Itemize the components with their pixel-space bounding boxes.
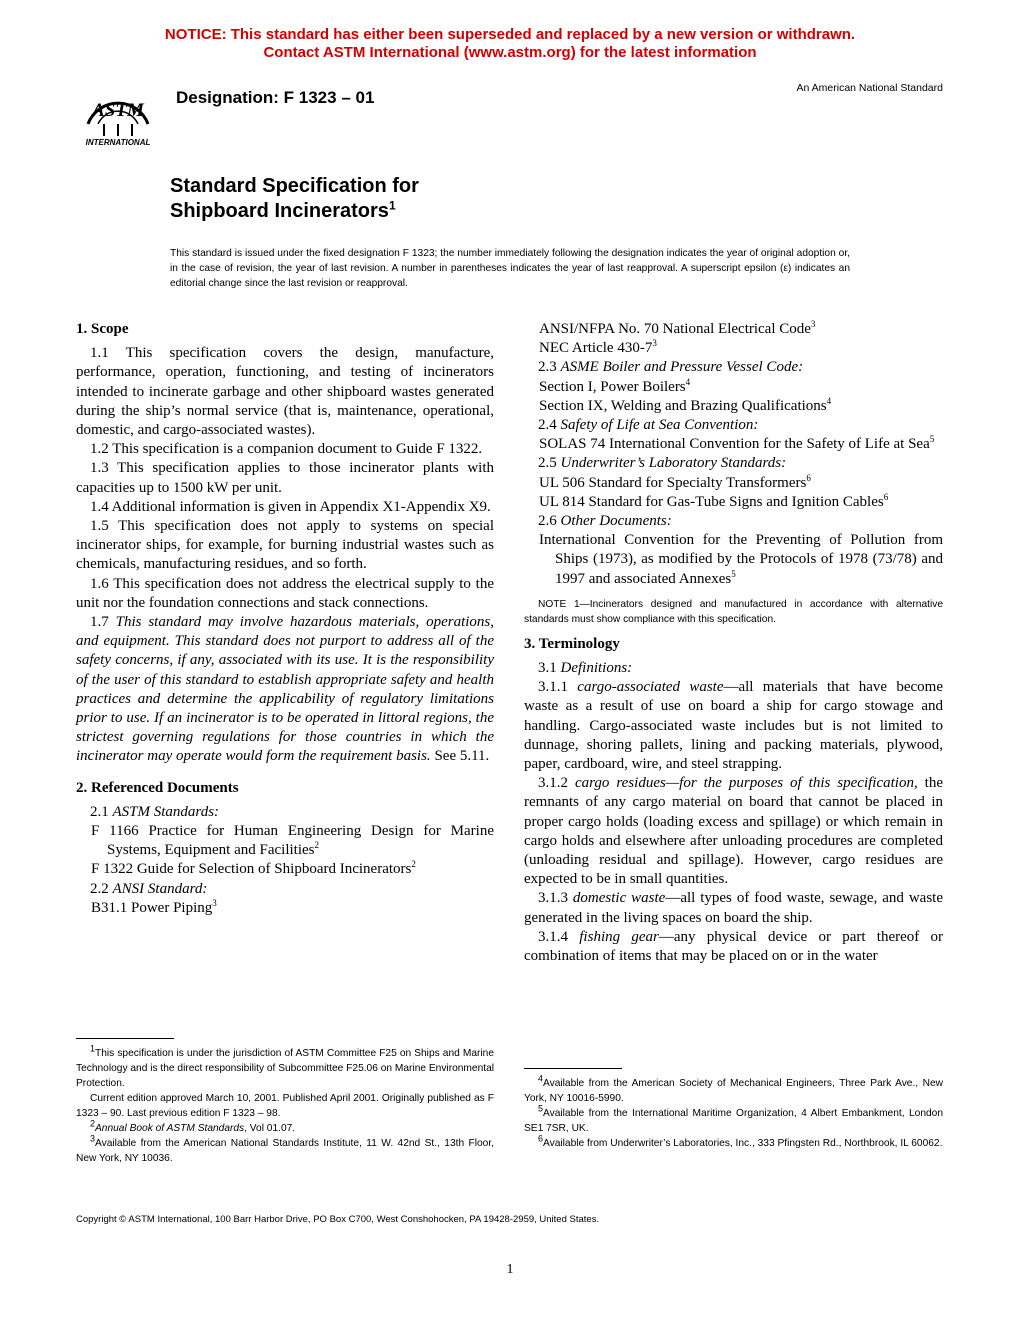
ref-nec-text: NEC Article 430-7 bbox=[539, 340, 653, 357]
refdocs-2-4-label: Safety of Life at Sea Convention: bbox=[560, 417, 759, 434]
scope-1-5: 1.5 This specification does not apply to systems on special incinerator ships, for example, for burning industrial wastes such as chemicals, manufacturing residues, and so forth. bbox=[76, 518, 494, 573]
term-3-1-num: 3.1 bbox=[538, 660, 561, 677]
ref-nfpa-text: ANSI/NFPA No. 70 National Electrical Code bbox=[539, 321, 811, 337]
footnote-1-sup: 1 bbox=[90, 1043, 96, 1054]
ref-f1322-text: F 1322 Guide for Selection of Shipboard Incinerators bbox=[91, 861, 412, 878]
term-3-1-2-text: the remnants of any cargo material on board that cannot be placed in proper cargo holds (loading excess and spillage) or which remain in cargo holds and elsewhere after unloading procedures are completed (unloading residual and spillage). However, cargo residues are expected to be in small quantities. bbox=[524, 775, 944, 888]
scope-heading: 1. Scope bbox=[76, 321, 129, 337]
ref-marpol bbox=[524, 531, 943, 589]
term-3-1-label: Definitions: bbox=[560, 660, 633, 677]
term-3-1-3-term: domestic waste bbox=[572, 890, 666, 907]
designation: Designation: F 1323 – 01 bbox=[176, 88, 375, 107]
term-3-1-4 bbox=[524, 928, 943, 966]
title-footnote-ref: 1 bbox=[388, 198, 396, 213]
footnotes-left bbox=[76, 1043, 494, 1166]
term-3-1-1-num: 3.1.1 bbox=[538, 679, 578, 696]
ref-ul814-text: UL 814 Standard for Gas-Tube Signs and Ignition Cables bbox=[539, 493, 884, 510]
scope-1-7 bbox=[76, 613, 494, 767]
note-1: NOTE 1—Incinerators designed and manufactured in accordance with alternative standards must show compliance with this specification. bbox=[524, 598, 943, 625]
ref-b311-text: B31.1 Power Piping bbox=[91, 899, 213, 916]
right-column bbox=[524, 320, 943, 966]
term-3-1-2-term: cargo residues—for the purposes of this specification, bbox=[574, 775, 918, 792]
ref-nfpa bbox=[524, 320, 943, 339]
left-column bbox=[76, 320, 494, 918]
footnote-5 bbox=[524, 1103, 943, 1136]
refdocs-2-5-label: Underwriter’s Laboratory Standards: bbox=[560, 455, 787, 472]
term-3-1-1-text: —all materials that have become waste as a result of use on board a ship for cargo stowage and handling. Cargo-associated waste includes but is not limited to dunnage, shoring pallets, lining and packing materials, plywood, paper, cardboard, wire, and steel strapping. bbox=[524, 679, 943, 773]
document-title bbox=[170, 174, 419, 224]
footnote-4 bbox=[524, 1073, 943, 1106]
refdocs-2-2-num: 2.2 bbox=[90, 880, 113, 897]
ref-sec1-text: Section I, Power Boilers bbox=[539, 378, 686, 395]
ref-nec-sup: 3 bbox=[652, 338, 657, 349]
footnote-2-sup: 2 bbox=[90, 1118, 96, 1129]
ref-sec9 bbox=[524, 397, 943, 416]
ref-solas-sup: 5 bbox=[929, 434, 935, 445]
notice-line-2: Contact ASTM International (www.astm.org) for the latest information bbox=[263, 44, 757, 61]
refdocs-2-5-num: 2.5 bbox=[538, 455, 561, 472]
ref-f1322-sup: 2 bbox=[411, 859, 416, 870]
footnote-3 bbox=[76, 1133, 494, 1166]
term-3-1-4-term: fishing gear bbox=[579, 928, 659, 945]
ref-solas-text: SOLAS 74 International Convention for the Safety of Life at Sea bbox=[539, 436, 930, 453]
scope-1-7-num: 1.7 bbox=[90, 614, 116, 631]
refdocs-2-2 bbox=[76, 880, 494, 899]
ref-f1166 bbox=[76, 822, 494, 860]
notice-line-1: NOTICE: This standard has either been superseded and replaced by a new version or withdrawn. bbox=[164, 26, 856, 43]
withdrawal-notice bbox=[0, 26, 1020, 62]
term-3-1-3-text: —all types of food waste, sewage, and waste generated in the living spaces on board the ship. bbox=[524, 890, 943, 926]
ref-marpol-sup: 5 bbox=[731, 568, 736, 579]
scope-1-4: 1.4 Additional information is given in Appendix X1-Appendix X9. bbox=[90, 498, 491, 515]
refdocs-2-4 bbox=[524, 416, 943, 435]
ref-ul506-text: UL 506 Standard for Specialty Transformers bbox=[539, 474, 807, 491]
title-line-2 bbox=[170, 199, 419, 224]
ref-f1166-text: F 1166 Practice for Human Engineering Design for Marine Systems, Equipment and Facilities bbox=[91, 823, 494, 859]
footnote-3-text: Available from the American National Standards Institute, 11 W. 42nd St., 13th Floor, New York, NY 10036. bbox=[76, 1138, 494, 1164]
refdocs-2-1-label: ASTM Standards: bbox=[112, 803, 220, 820]
copyright: Copyright © ASTM International, 100 Barr Harbor Drive, PO Box C700, West Conshohocken, PA 19428-2959, United States. bbox=[76, 1214, 600, 1225]
ref-ul506 bbox=[524, 474, 943, 493]
footnote-1-text: This specification is under the jurisdiction of ASTM Committee F25 on Ships and Marine Technology and is the direct responsibility of Subcommittee F25.06 on Marine Environmental Protection. bbox=[76, 1048, 494, 1089]
ref-nec bbox=[524, 339, 943, 358]
footnote-4-sup: 4 bbox=[538, 1073, 544, 1084]
ref-b311-sup: 3 bbox=[212, 897, 217, 908]
footnote-6-sup: 6 bbox=[538, 1133, 544, 1144]
refdocs-2-3 bbox=[524, 358, 943, 377]
term-3-1-3 bbox=[524, 889, 943, 927]
american-national-standard: An American National Standard bbox=[796, 82, 943, 94]
ref-b311 bbox=[76, 899, 494, 918]
ref-f1322 bbox=[76, 860, 494, 879]
footnote-6-text: Available from Underwriter’s Laboratories, Inc., 333 Pfingsten Rd., Northbrook, IL 60062. bbox=[543, 1138, 943, 1149]
term-3-1 bbox=[524, 659, 943, 678]
refdocs-2-1 bbox=[76, 803, 494, 822]
refdocs-2-1-num: 2.1 bbox=[90, 803, 113, 820]
footnote-4-text: Available from the American Society of Mechanical Engineers, Three Park Ave., New York, NY 10016-5990. bbox=[524, 1078, 943, 1104]
refdocs-2-3-label: ASME Boiler and Pressure Vessel Code: bbox=[560, 359, 804, 376]
footnote-5-text: Available from the International Maritime Organization, 4 Albert Embankment, London SE1 7SR, UK. bbox=[524, 1108, 943, 1134]
title-text: Shipboard Incinerators bbox=[170, 200, 389, 222]
footnotes-right bbox=[524, 1073, 943, 1151]
footnote-rule-left bbox=[76, 1038, 174, 1039]
ref-solas bbox=[524, 435, 943, 454]
term-3-1-2 bbox=[524, 774, 943, 889]
logo-text: ASTM bbox=[92, 100, 144, 121]
refdocs-2-6-label: Other Documents: bbox=[560, 513, 672, 530]
footnote-1 bbox=[76, 1043, 494, 1091]
term-3-1-4-num: 3.1.4 bbox=[538, 928, 580, 945]
ref-ul814 bbox=[524, 493, 943, 512]
footnote-2-tail: , Vol 01.07. bbox=[244, 1123, 296, 1134]
scope-1-1: 1.1 This specification covers the design, manufacture, performance, operation, functioning, and testing of incinerators intended to incinerate garbage and other shipboard wastes generated during the ship’s normal service (that is, maintenance, operational, domestic, and cargo-associated wastes). bbox=[76, 345, 494, 439]
term-3-1-4-text: —any physical device or part thereof or combination of items that may be placed on or in the water bbox=[524, 928, 944, 965]
refdocs-2-2-label: ANSI Standard: bbox=[112, 880, 208, 897]
scope-1-3: 1.3 This specification applies to those incinerator plants with capacities up to 1500 kW per unit. bbox=[76, 460, 494, 496]
footnote-5-sup: 5 bbox=[538, 1103, 544, 1114]
scope-1-7-italic: This standard may involve hazardous materials, operations, and equipment. This standard does not purport to address all of the safety concerns, if any, associated with its use. It is the responsibility of the user of this standard to establish appropriate safety and health practices and determine the applicability of regulatory limitations prior to use. If an incinerator is to be operated in littoral regions, the strictest governing regulations for those countries in which the incinerator may operate would form the requirement basis. bbox=[76, 614, 494, 765]
issued-note: This standard is issued under the fixed designation F 1323; the number immediately following the designation indicates the year of original adoption or, in the case of revision, the year of last revision. A number in parentheses indicates the year of last reapproval. A superscript epsilon (ε) indicates an editorial change since the last revision or reapproval. bbox=[170, 248, 850, 289]
ref-f1166-sup: 2 bbox=[314, 840, 319, 851]
refdocs-2-3-num: 2.3 bbox=[538, 359, 561, 376]
scope-1-7-tail: See 5.11. bbox=[430, 748, 490, 765]
refdocs-heading: 2. Referenced Documents bbox=[76, 779, 239, 796]
astm-logo bbox=[76, 72, 160, 148]
refdocs-2-6 bbox=[524, 512, 943, 531]
ref-marpol-text: International Convention for the Preventing of Pollution from Ships (1973), as modified by the Protocols of 1978 (73/78) and 1997 and associated Annexes bbox=[539, 532, 943, 587]
refdocs-2-6-num: 2.6 bbox=[538, 513, 561, 530]
footnote-6 bbox=[524, 1133, 943, 1151]
footnote-rule-right bbox=[524, 1068, 622, 1069]
term-3-1-2-num: 3.1.2 bbox=[538, 775, 575, 792]
footnote-2 bbox=[76, 1118, 494, 1136]
ref-sec1 bbox=[524, 378, 943, 397]
ref-sec9-sup: 4 bbox=[826, 395, 832, 406]
refdocs-2-4-num: 2.4 bbox=[538, 417, 561, 434]
term-3-1-1 bbox=[524, 678, 943, 774]
scope-1-6: 1.6 This specification does not address the electrical supply to the unit nor the foundation connections and stack connections. bbox=[76, 575, 494, 611]
footnote-1b: Current edition approved March 10, 2001. Published April 2001. Originally published as F 1323 – 90. Last previous edition F 1323 – 98. bbox=[76, 1093, 494, 1119]
title-line-1: Standard Specification for bbox=[170, 175, 419, 197]
ref-sec9-text: Section IX, Welding and Brazing Qualifications bbox=[539, 397, 827, 414]
ref-ul506-sup: 6 bbox=[806, 472, 811, 483]
ref-nfpa-sup: 3 bbox=[810, 319, 816, 329]
footnote-3-sup: 3 bbox=[90, 1133, 96, 1144]
page-number: 1 bbox=[506, 1262, 514, 1277]
terminology-heading: 3. Terminology bbox=[524, 635, 620, 652]
scope-1-2: 1.2 This specification is a companion document to Guide F 1322. bbox=[90, 441, 483, 458]
footnote-2-text: Annual Book of ASTM Standards bbox=[95, 1123, 245, 1134]
term-3-1-3-num: 3.1.3 bbox=[538, 890, 573, 907]
logo-subtext: INTERNATIONAL bbox=[85, 138, 151, 147]
term-3-1-1-term: cargo-associated waste bbox=[577, 679, 724, 696]
ref-ul814-sup: 6 bbox=[883, 491, 889, 502]
ref-sec1-sup: 4 bbox=[685, 376, 691, 387]
refdocs-2-5 bbox=[524, 454, 943, 473]
